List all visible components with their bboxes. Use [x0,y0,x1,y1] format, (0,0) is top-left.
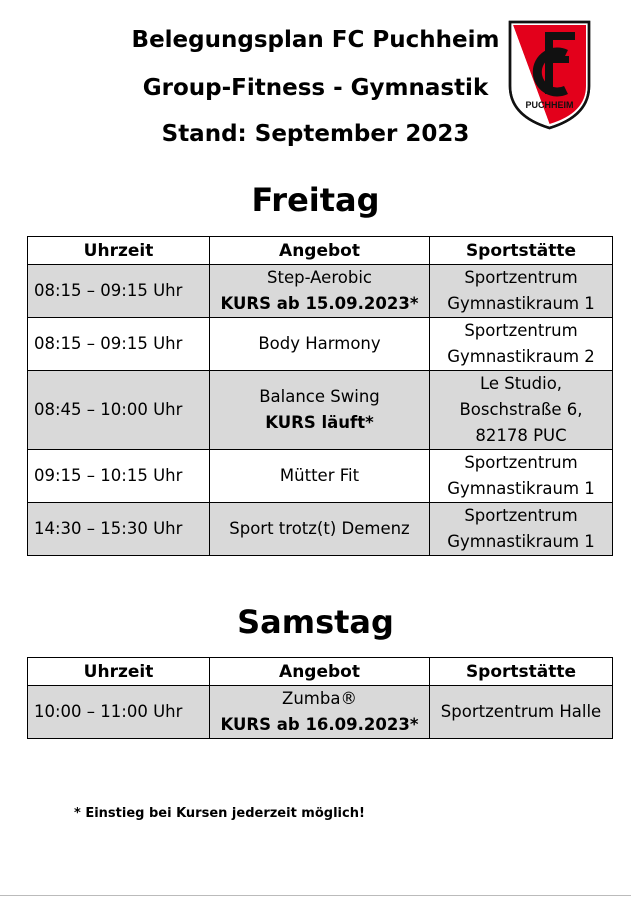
logo-text: PUCHHEIM [525,100,574,110]
column-header-time: Uhrzeit [28,237,210,265]
offer-name: Mütter Fit [279,466,360,485]
course-note: KURS läuft* [265,413,374,432]
venue-line: Boschstraße 6, [459,400,583,419]
friday-table [27,236,613,556]
table-row [28,265,613,318]
saturday-table [27,657,613,739]
table-row [28,318,613,371]
offer-cell [210,371,430,450]
page-divider [0,895,631,896]
fc-puchheim-logo [508,20,591,130]
time-cell: 08:15 – 09:15 Uhr [28,318,210,371]
table-row [28,503,613,556]
column-header-offer: Angebot [210,237,430,265]
offer-name: Step-Aerobic [267,268,372,287]
venue-cell: Sportzentrum Halle [430,686,613,739]
venue-line: Sportzentrum [464,268,578,287]
venue-cell [430,450,613,503]
venue-cell [430,318,613,371]
offer-cell [210,318,430,371]
venue-line: Sportzentrum [464,453,578,472]
offer-name: Sport trotz(t) Demenz [229,519,410,538]
venue-line: 82178 PUC [475,426,567,445]
offer-name: Balance Swing [259,387,380,406]
offer-cell [210,503,430,556]
offer-cell [210,450,430,503]
venue-cell [430,265,613,318]
venue-line: Sportzentrum [464,321,578,340]
time-cell: 09:15 – 10:15 Uhr [28,450,210,503]
offer-name: Zumba® [282,689,357,708]
course-note: KURS ab 15.09.2023* [220,294,419,313]
table-row [28,450,613,503]
time-cell: 08:15 – 09:15 Uhr [28,265,210,318]
offer-cell [210,686,430,739]
course-note: KURS ab 16.09.2023* [220,715,419,734]
plan-date: Stand: September 2023 [161,121,470,147]
time-cell: 08:45 – 10:00 Uhr [28,371,210,450]
venue-cell [430,503,613,556]
column-header-venue: Sportstätte [430,658,613,686]
table-header-row [28,237,613,265]
offer-name: Body Harmony [258,334,381,353]
plan-subtitle: Group-Fitness - Gymnastik [142,75,489,101]
column-header-venue: Sportstätte [430,237,613,265]
column-header-offer: Angebot [210,658,430,686]
day-heading-friday: Freitag [251,181,380,219]
plan-title: Belegungsplan FC Puchheim [131,27,500,53]
time-cell: 10:00 – 11:00 Uhr [28,686,210,739]
venue-line: Gymnastikraum 2 [447,347,595,366]
venue-line: Le Studio, [479,374,563,393]
table-header-row [28,658,613,686]
table-row [28,686,613,739]
table-row [28,371,613,450]
time-cell: 14:30 – 15:30 Uhr [28,503,210,556]
offer-cell [210,265,430,318]
venue-line: Sportzentrum [464,506,578,525]
venue-line: Gymnastikraum 1 [447,294,595,313]
venue-cell [430,371,613,450]
column-header-time: Uhrzeit [28,658,210,686]
venue-line: Gymnastikraum 1 [447,479,595,498]
venue-line: Gymnastikraum 1 [447,532,595,551]
day-heading-saturday: Samstag [237,603,394,641]
footnote: * Einstieg bei Kursen jederzeit möglich! [74,806,365,821]
